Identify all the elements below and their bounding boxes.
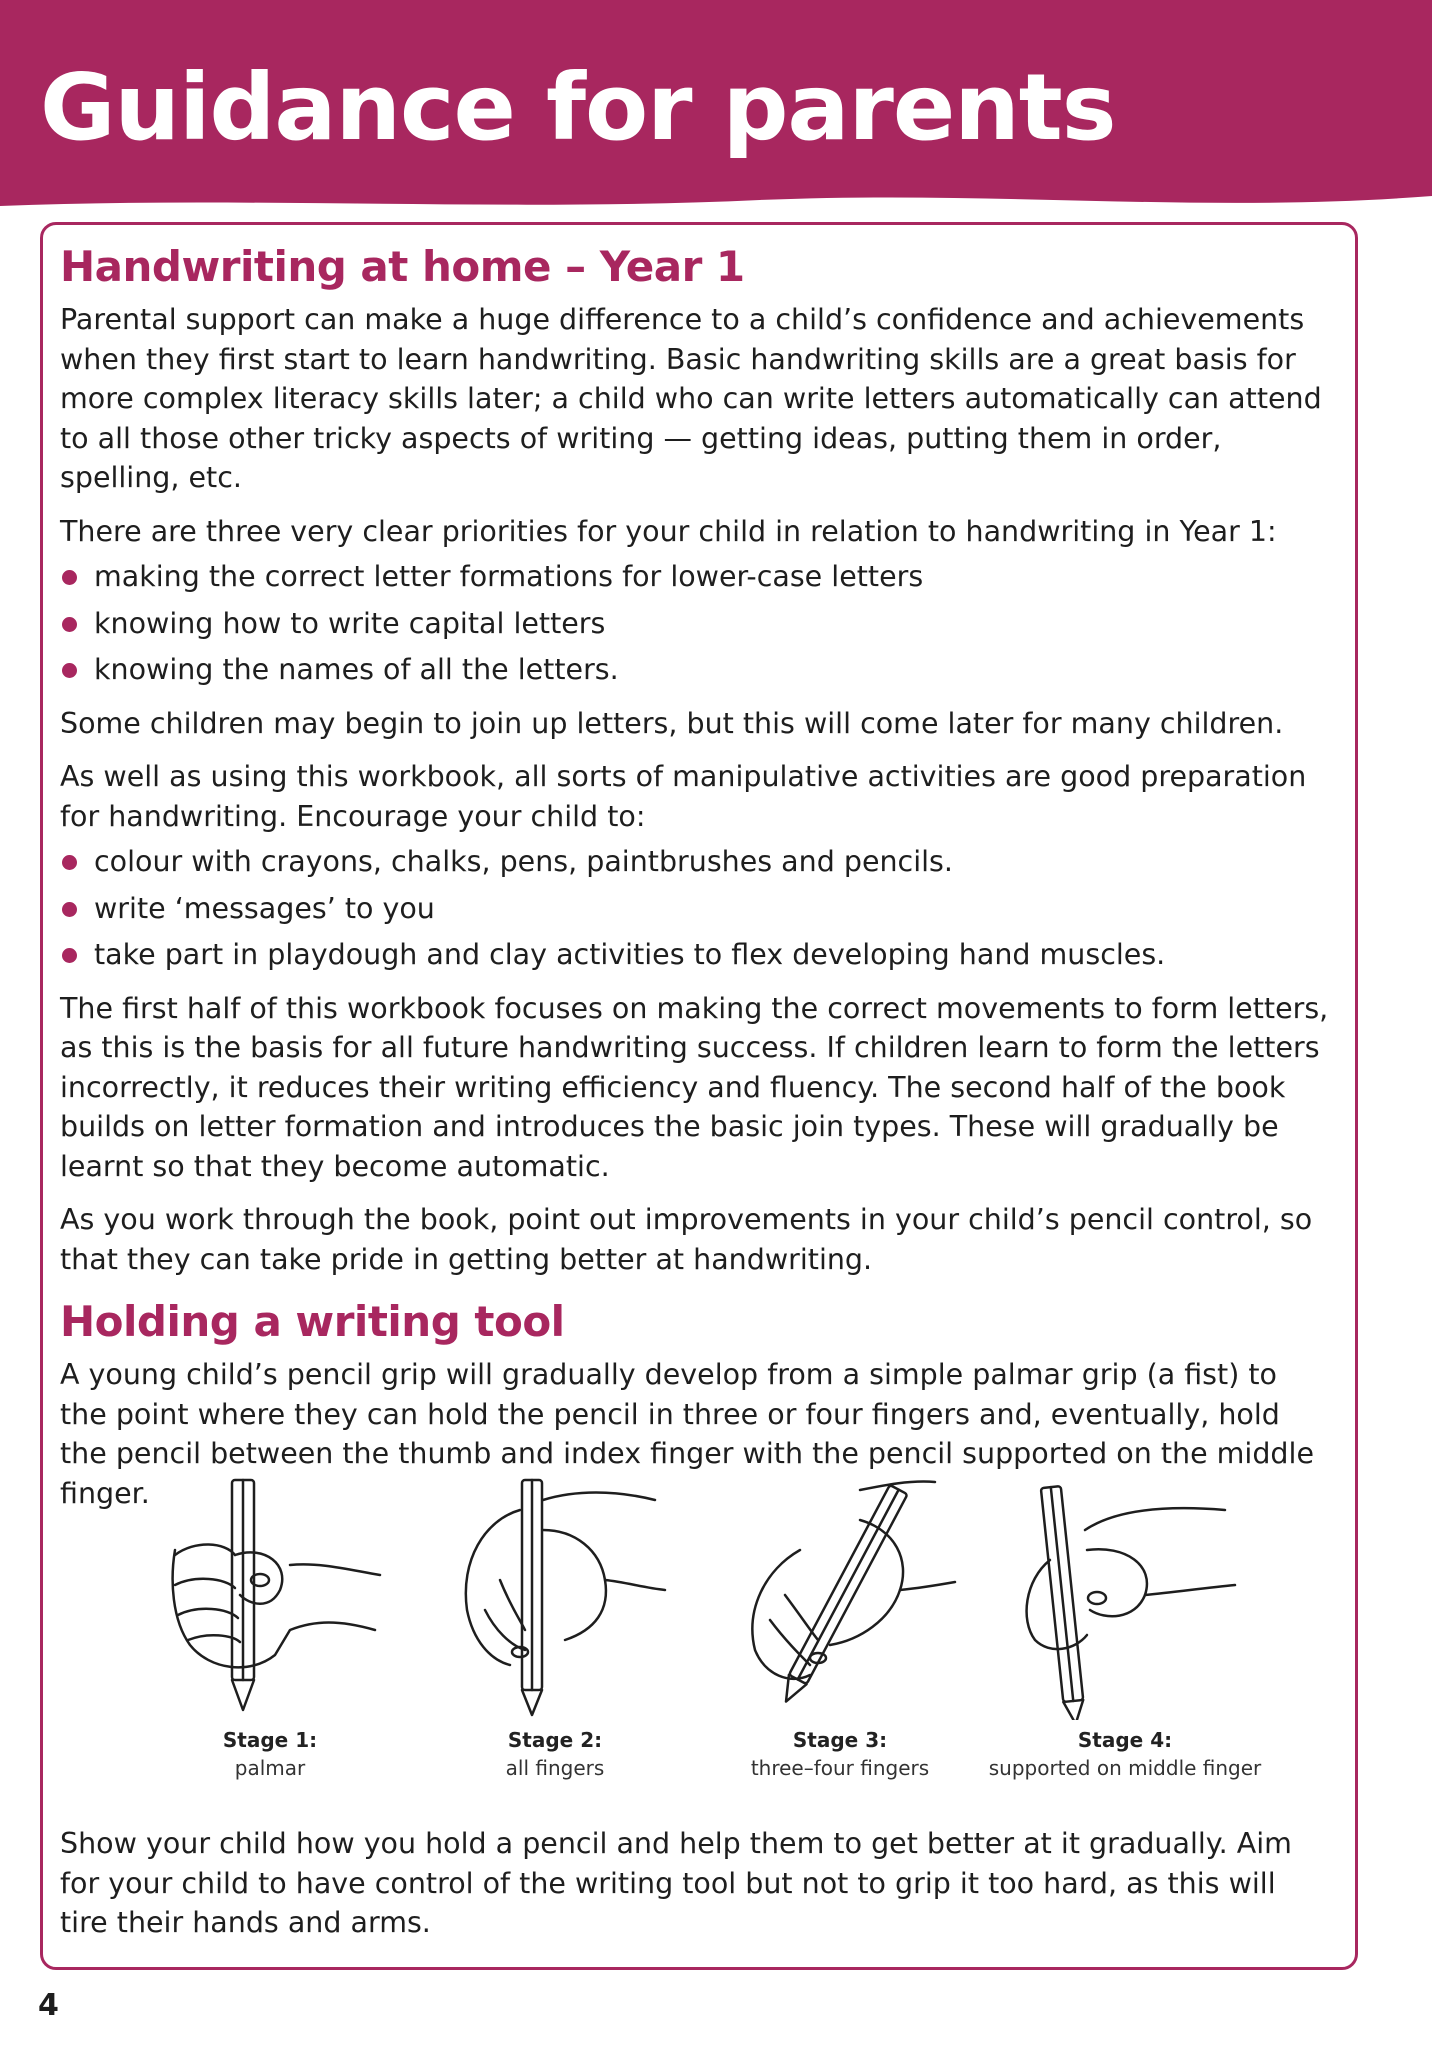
joining-note: Some children may begin to join up letters, but this will come later for many children. <box>60 706 1284 740</box>
page-number: 4 <box>38 1988 59 2023</box>
grip-intro: A young child’s pencil grip will gradually develop from a simple palmar grip (a fist) to the point where they can hold the pencil in three or four fingers and, eventually, hold the pencil between the thumb and index finger with the pencil supported on the middle finger. <box>60 1358 1314 1510</box>
list-item: take part in playdough and clay activities to flex developing hand muscles. <box>60 935 1330 975</box>
bullet-icon <box>62 855 77 870</box>
section-heading-handwriting: Handwriting at home – Year 1 <box>60 242 745 291</box>
intro-paragraph: Parental support can make a huge difference to a child’s confidence and achievements when they first start to learn handwriting. Basic handwriting skills are a great basis for more complex literacy skills later; a child who can write letters automatically can attend to all those other tricky aspects of writing — getting ideas, putting them in order, spelling, etc. <box>60 303 1322 494</box>
stage-label: Stage 4: <box>1077 1728 1173 1752</box>
grip-stage-4 <box>985 1470 1265 1782</box>
grip-stage-3 <box>700 1470 980 1782</box>
stage-description: all fingers <box>505 1756 605 1780</box>
all-fingers-grip-icon <box>425 1470 685 1720</box>
closing-paragraph: Show your child how you hold a pencil and help them to get better at it gradually. Aim for your child to have control of the writing tool but not to grip it too hard, as this will tire their hands and arms. <box>60 1827 1292 1939</box>
bullet-icon <box>62 617 77 632</box>
list-item: knowing how to write capital letters <box>60 604 1330 644</box>
list-item: write ‘messages’ to you <box>60 889 1330 929</box>
priorities-list <box>60 557 1330 690</box>
activities-list <box>60 842 1330 975</box>
grip-stages <box>130 1470 1280 1810</box>
page-title: Guidance for parents <box>40 54 1116 161</box>
grip-stage-1 <box>130 1470 410 1782</box>
stage-label: Stage 2: <box>507 1728 603 1752</box>
stage-description: three–four fingers <box>750 1756 930 1780</box>
bullet-icon <box>62 902 77 917</box>
middle-finger-grip-icon <box>995 1470 1255 1720</box>
priorities-intro: There are three very clear priorities for your child in relation to handwriting in Year 1: <box>60 514 1277 548</box>
stage-label: Stage 1: <box>222 1728 318 1752</box>
header-banner <box>0 0 1432 215</box>
stage-description: palmar <box>234 1756 306 1780</box>
stage-label: Stage 3: <box>792 1728 888 1752</box>
three-four-fingers-grip-icon <box>710 1470 970 1720</box>
bullet-icon <box>62 948 77 963</box>
grip-stage-2 <box>415 1470 695 1782</box>
bullet-icon <box>62 570 77 585</box>
list-item: colour with crayons, chalks, pens, paintbrushes and pencils. <box>60 842 1330 882</box>
progress-note: As you work through the book, point out improvements in your child’s pencil control, so that they can take pride in getting better at handwriting. <box>60 1203 1313 1276</box>
stage-description: supported on middle finger <box>988 1756 1262 1780</box>
section-heading-writing-tool: Holding a writing tool <box>60 1297 565 1346</box>
palmar-grip-icon <box>140 1470 400 1720</box>
activities-intro: As well as using this workbook, all sorts of manipulative activities are good preparation for handwriting. Encourage your child to: <box>60 760 1307 833</box>
list-item: knowing the names of all the letters. <box>60 650 1330 690</box>
workbook-note: The first half of this workbook focuses on making the correct movements to form letters, as this is the basis for all future handwriting success. If children learn to form the letters incorrectly, it reduces their writing efficiency and fluency. The second half of the book builds on letter formation and introduces the basic join types. These will gradually be learnt so that they become automatic. <box>60 991 1329 1183</box>
list-item: making the correct letter formations for lower-case letters <box>60 557 1330 597</box>
content-body <box>60 238 1330 1527</box>
bullet-icon <box>62 663 77 678</box>
